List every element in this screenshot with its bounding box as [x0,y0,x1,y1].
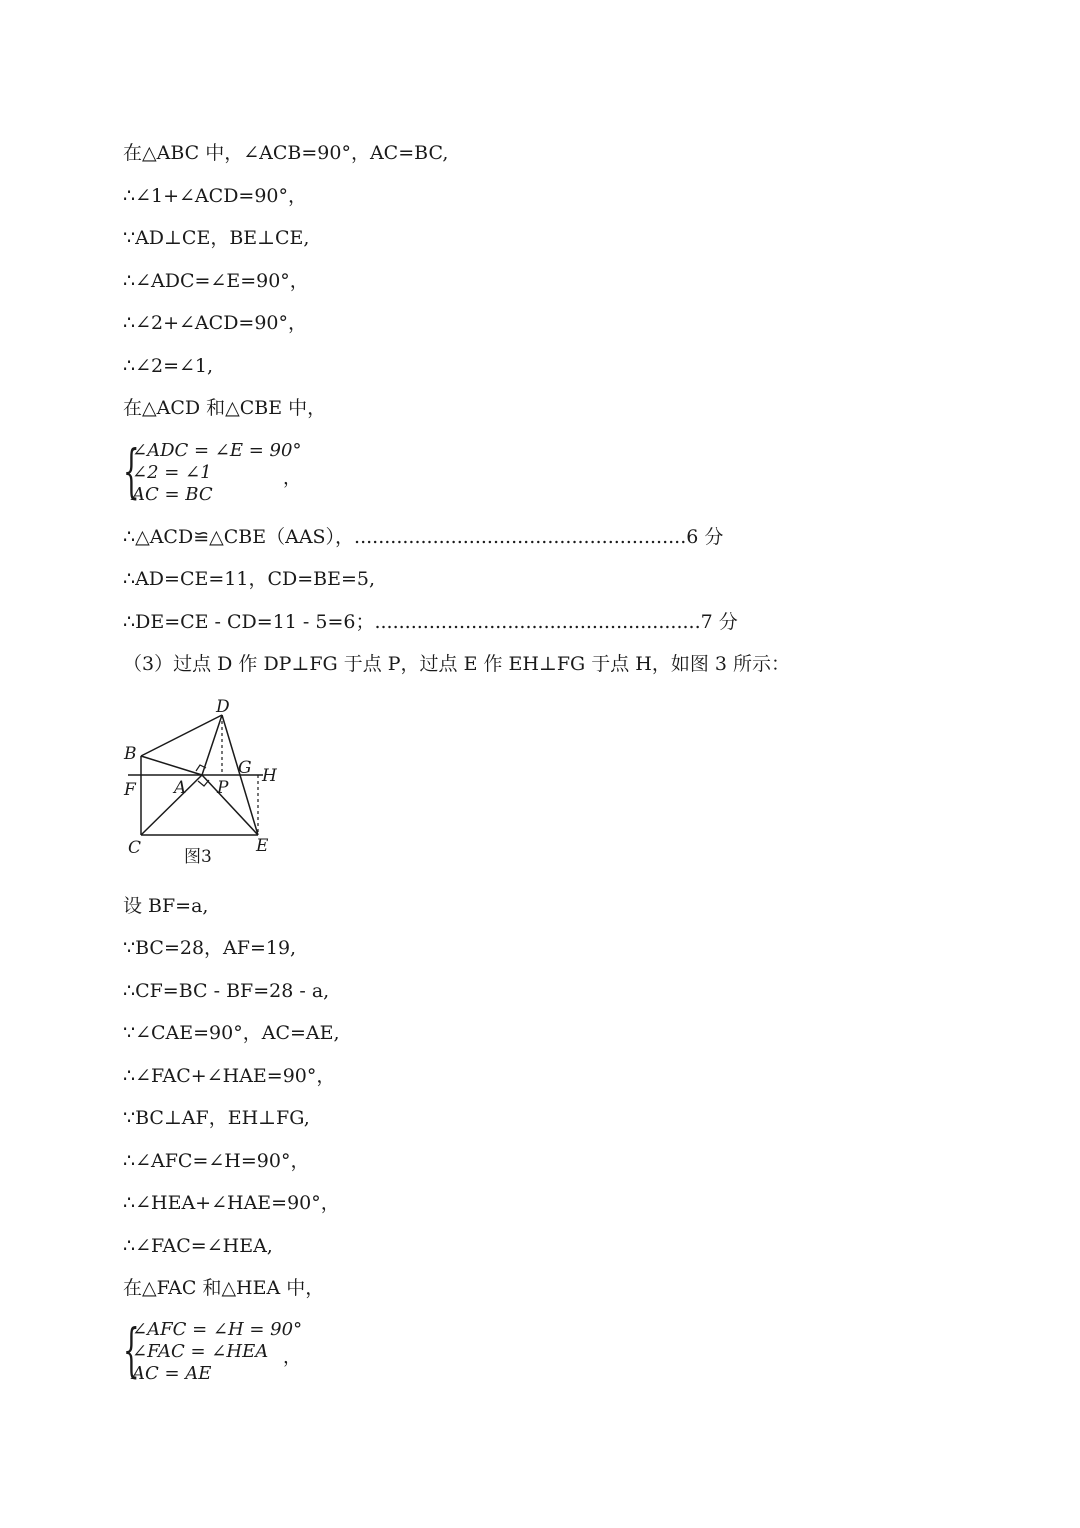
label-b: B [124,744,137,764]
text-line-18: ∴∠AFC=∠H=90°， [123,1150,310,1172]
text-line-12: 设 BF=a, [123,895,209,917]
brace-icon: { [123,1316,140,1384]
text-line-8: ∴△ACD≌△CBE（AAS），.......................................................6 分 [123,526,724,548]
label-f: F [124,780,136,800]
label-g: G [238,758,252,778]
text-line-13: ∵BC=28，AF=19, [123,937,297,959]
text-line-17: ∵BC⊥AF，EH⊥FG, [123,1107,310,1129]
system-2-line-1: ∠AFC = ∠H = 90° [132,1319,303,1340]
label-h: H [262,766,277,786]
text-line-10: ∴DE=CE - CD=11 - 5=6；......................................................7 分 [123,611,738,633]
text-line-7: 在△ACD 和△CBE 中， [123,397,327,419]
label-e: E [256,836,269,856]
label-d: D [216,697,230,717]
figure-3 [118,695,298,879]
text-line-6: ∴∠2=∠1, [123,355,214,377]
system-2-line-2: ∠FAC = ∠HEA [132,1341,269,1362]
text-line-21: 在△FAC 和△HEA 中， [123,1277,325,1299]
text-line-11: （3）过点 D 作 DP⊥FG 于点 P，过点 E 作 EH⊥FG 于点 H，如图 3 所示： [123,653,791,675]
label-a: A [174,778,187,798]
system-1-line-2: ∠2 = ∠1 [132,462,212,483]
geometry-diagram [118,695,298,875]
segment-ca [141,775,202,835]
text-line-16: ∴∠FAC+∠HAE=90°， [123,1065,336,1087]
figure-caption: 图3 [184,847,212,867]
label-p: P [217,778,229,798]
system-1-line-1: ∠ADC = ∠E = 90° [132,440,302,461]
text-line-9: ∴AD=CE=11，CD=BE=5, [123,568,376,590]
text-line-2: ∴∠1+∠ACD=90°， [123,185,308,207]
text-line-1: 在△ABC 中，∠ACB=90°，AC=BC, [123,142,449,164]
system-2-comma: ， [283,1347,301,1368]
text-line-15: ∵∠CAE=90°，AC=AE, [123,1022,340,1044]
text-line-14: ∴CF=BC - BF=28 - a, [123,980,330,1002]
system-2-line-3: AC = AE [132,1363,212,1384]
text-line-5: ∴∠2+∠ACD=90°， [123,312,308,334]
label-c: C [128,838,142,858]
text-line-3: ∵AD⊥CE，BE⊥CE, [123,227,310,249]
segment-ba [141,756,202,775]
text-line-20: ∴∠FAC=∠HEA, [123,1235,273,1257]
brace-icon: { [123,437,140,505]
system-1-comma: ， [283,468,301,489]
text-line-19: ∴∠HEA+∠HAE=90°， [123,1192,340,1214]
text-line-4: ∴∠ADC=∠E=90°， [123,270,309,292]
system-1-line-3: AC = BC [132,484,213,505]
